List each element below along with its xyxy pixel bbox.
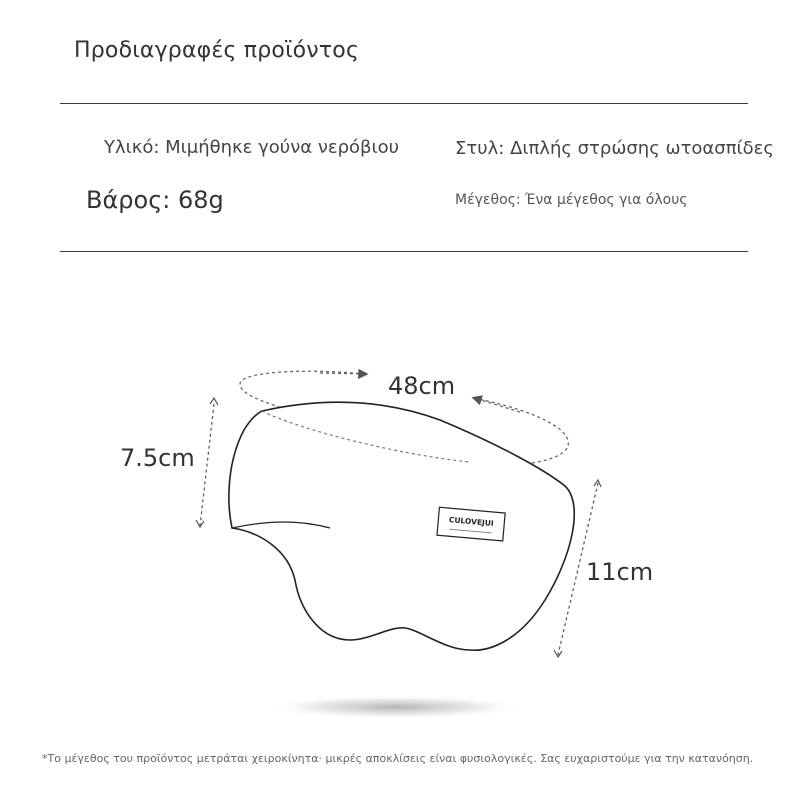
product-diagram — [0, 320, 800, 740]
spec-weight: Βάρος: 68g — [86, 186, 224, 214]
circumference-label: 48cm — [388, 372, 456, 400]
spec-material: Υλικό: Μιμήθηκε γούνα νερόβιου — [104, 137, 400, 158]
section-title: Προδιαγραφές προϊόντος — [74, 38, 360, 63]
width-arrow-top — [210, 398, 218, 405]
width-dimension-line — [200, 404, 214, 526]
circumference-arrow-left — [320, 373, 366, 374]
brand-tag-text: CULOVEJUI — [448, 515, 495, 529]
spec-size: Μέγεθος: Ένα μέγεθος για όλους — [455, 192, 688, 208]
height-label: 11cm — [586, 558, 654, 586]
product-shadow — [265, 695, 525, 719]
footnote: *Το μέγεθος του προϊόντος μετράται χειροκίνητα· μικρές αποκλίσεις είναι φυσιολογικές. Σας ευχαριστούμε για την κατανόηση. — [42, 752, 754, 765]
mask-outline — [229, 402, 574, 650]
top-divider — [60, 103, 748, 104]
spec-style: Στυλ: Διπλής στρώσης ωτοασπίδες — [455, 138, 774, 159]
width-label: 7.5cm — [120, 444, 195, 472]
bottom-divider — [60, 251, 748, 252]
brand-tag — [437, 507, 505, 541]
